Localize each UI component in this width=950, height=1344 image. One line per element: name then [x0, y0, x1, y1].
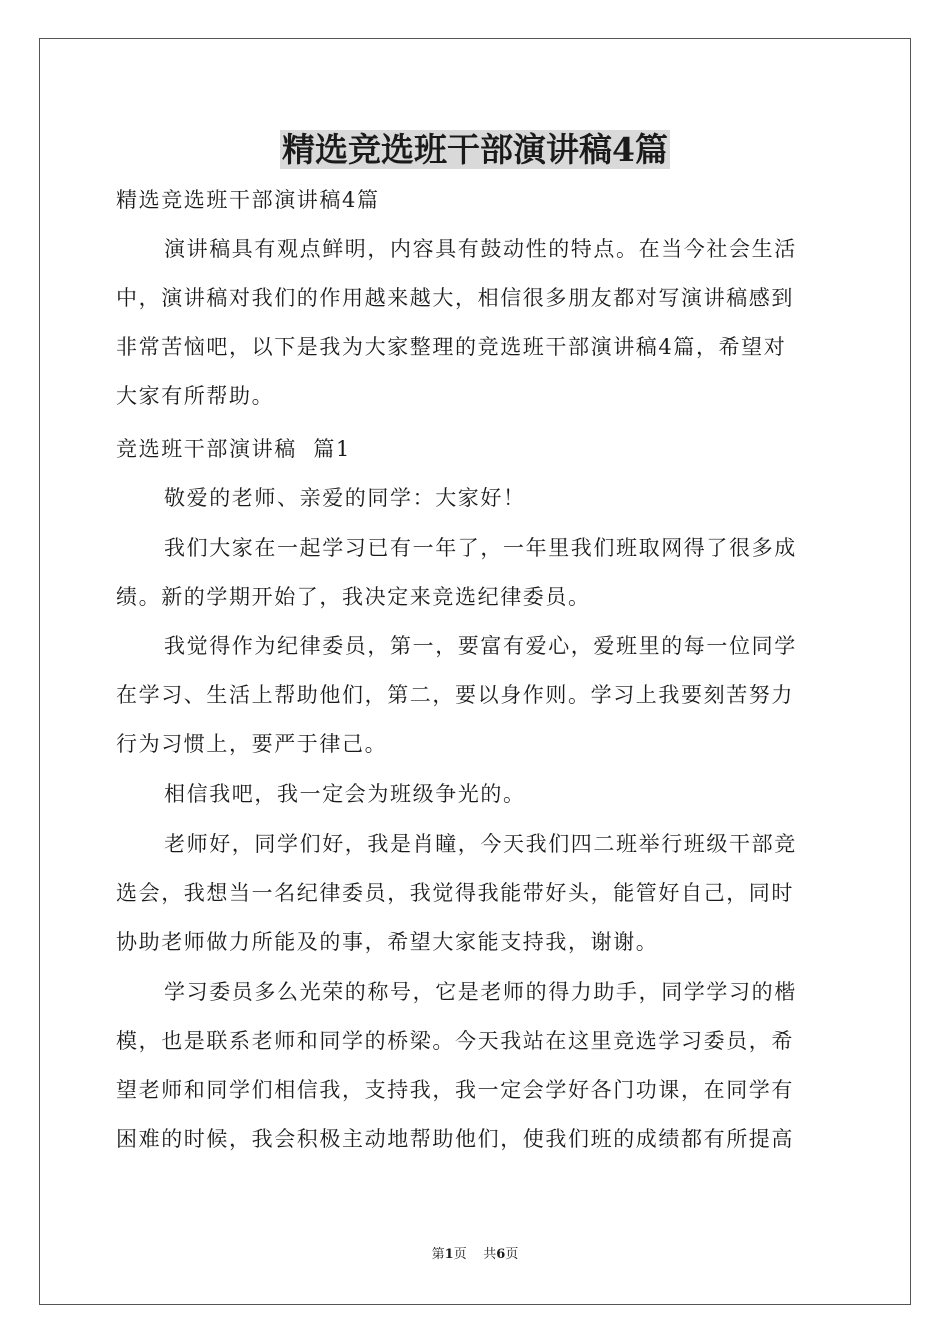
document-title	[0, 128, 950, 172]
paragraph-line: 学习委员多么光荣的称号，它是老师的得力助手，同学学习的楷	[164, 980, 797, 1004]
greeting: 敬爱的老师、亲爱的同学：大家好！	[164, 486, 526, 510]
paragraph-line: 困难的时候，我会积极主动地帮助他们，使我们班的成绩都有所提高	[116, 1127, 794, 1151]
page-total: 共6页	[483, 1247, 519, 1262]
paragraph-line: 绩。新的学期开始了，我决定来竞选纪律委员。	[116, 585, 591, 609]
paragraph-line: 选会，我想当一名纪律委员，我觉得我能带好头，能管好自己，同时	[116, 881, 794, 905]
page-number: 第1页	[431, 1247, 467, 1262]
intro-line: 演讲稿具有观点鲜明，内容具有鼓动性的特点。在当今社会生活	[164, 237, 797, 261]
intro-line: 非常苦恼吧，以下是我为大家整理的竞选班干部演讲稿4篇，希望对	[116, 335, 787, 359]
paragraph-line: 我觉得作为纪律委员，第一，要富有爱心，爱班里的每一位同学	[164, 634, 797, 658]
paragraph-line: 在学习、生活上帮助他们，第二，要以身作则。学习上我要刻苦努力	[116, 683, 794, 707]
document-subtitle: 精选竞选班干部演讲稿4篇	[116, 188, 380, 212]
page-footer	[0, 1246, 950, 1264]
paragraph-line: 望老师和同学们相信我，支持我，我一定会学好各门功课，在同学有	[116, 1078, 794, 1102]
paragraph-line: 老师好，同学们好，我是肖瞳，今天我们四二班举行班级干部竞	[164, 832, 797, 856]
paragraph-line: 我们大家在一起学习已有一年了，一年里我们班取网得了很多成	[164, 536, 797, 560]
intro-line: 中，演讲稿对我们的作用越来越大，相信很多朋友都对写演讲稿感到	[116, 286, 794, 310]
intro-line: 大家有所帮助。	[116, 384, 275, 408]
document-title-text: 精选竞选班干部演讲稿4篇	[282, 130, 668, 169]
paragraph-line: 协助老师做力所能及的事，希望大家能支持我，谢谢。	[116, 930, 659, 954]
section-heading: 竞选班干部演讲稿 篇1	[116, 437, 351, 461]
paragraph-line: 模，也是联系老师和同学的桥梁。今天我站在这里竞选学习委员，希	[116, 1029, 794, 1053]
paragraph-line: 行为习惯上，要严于律己。	[116, 732, 388, 756]
paragraph-line: 相信我吧，我一定会为班级争光的。	[164, 782, 526, 806]
